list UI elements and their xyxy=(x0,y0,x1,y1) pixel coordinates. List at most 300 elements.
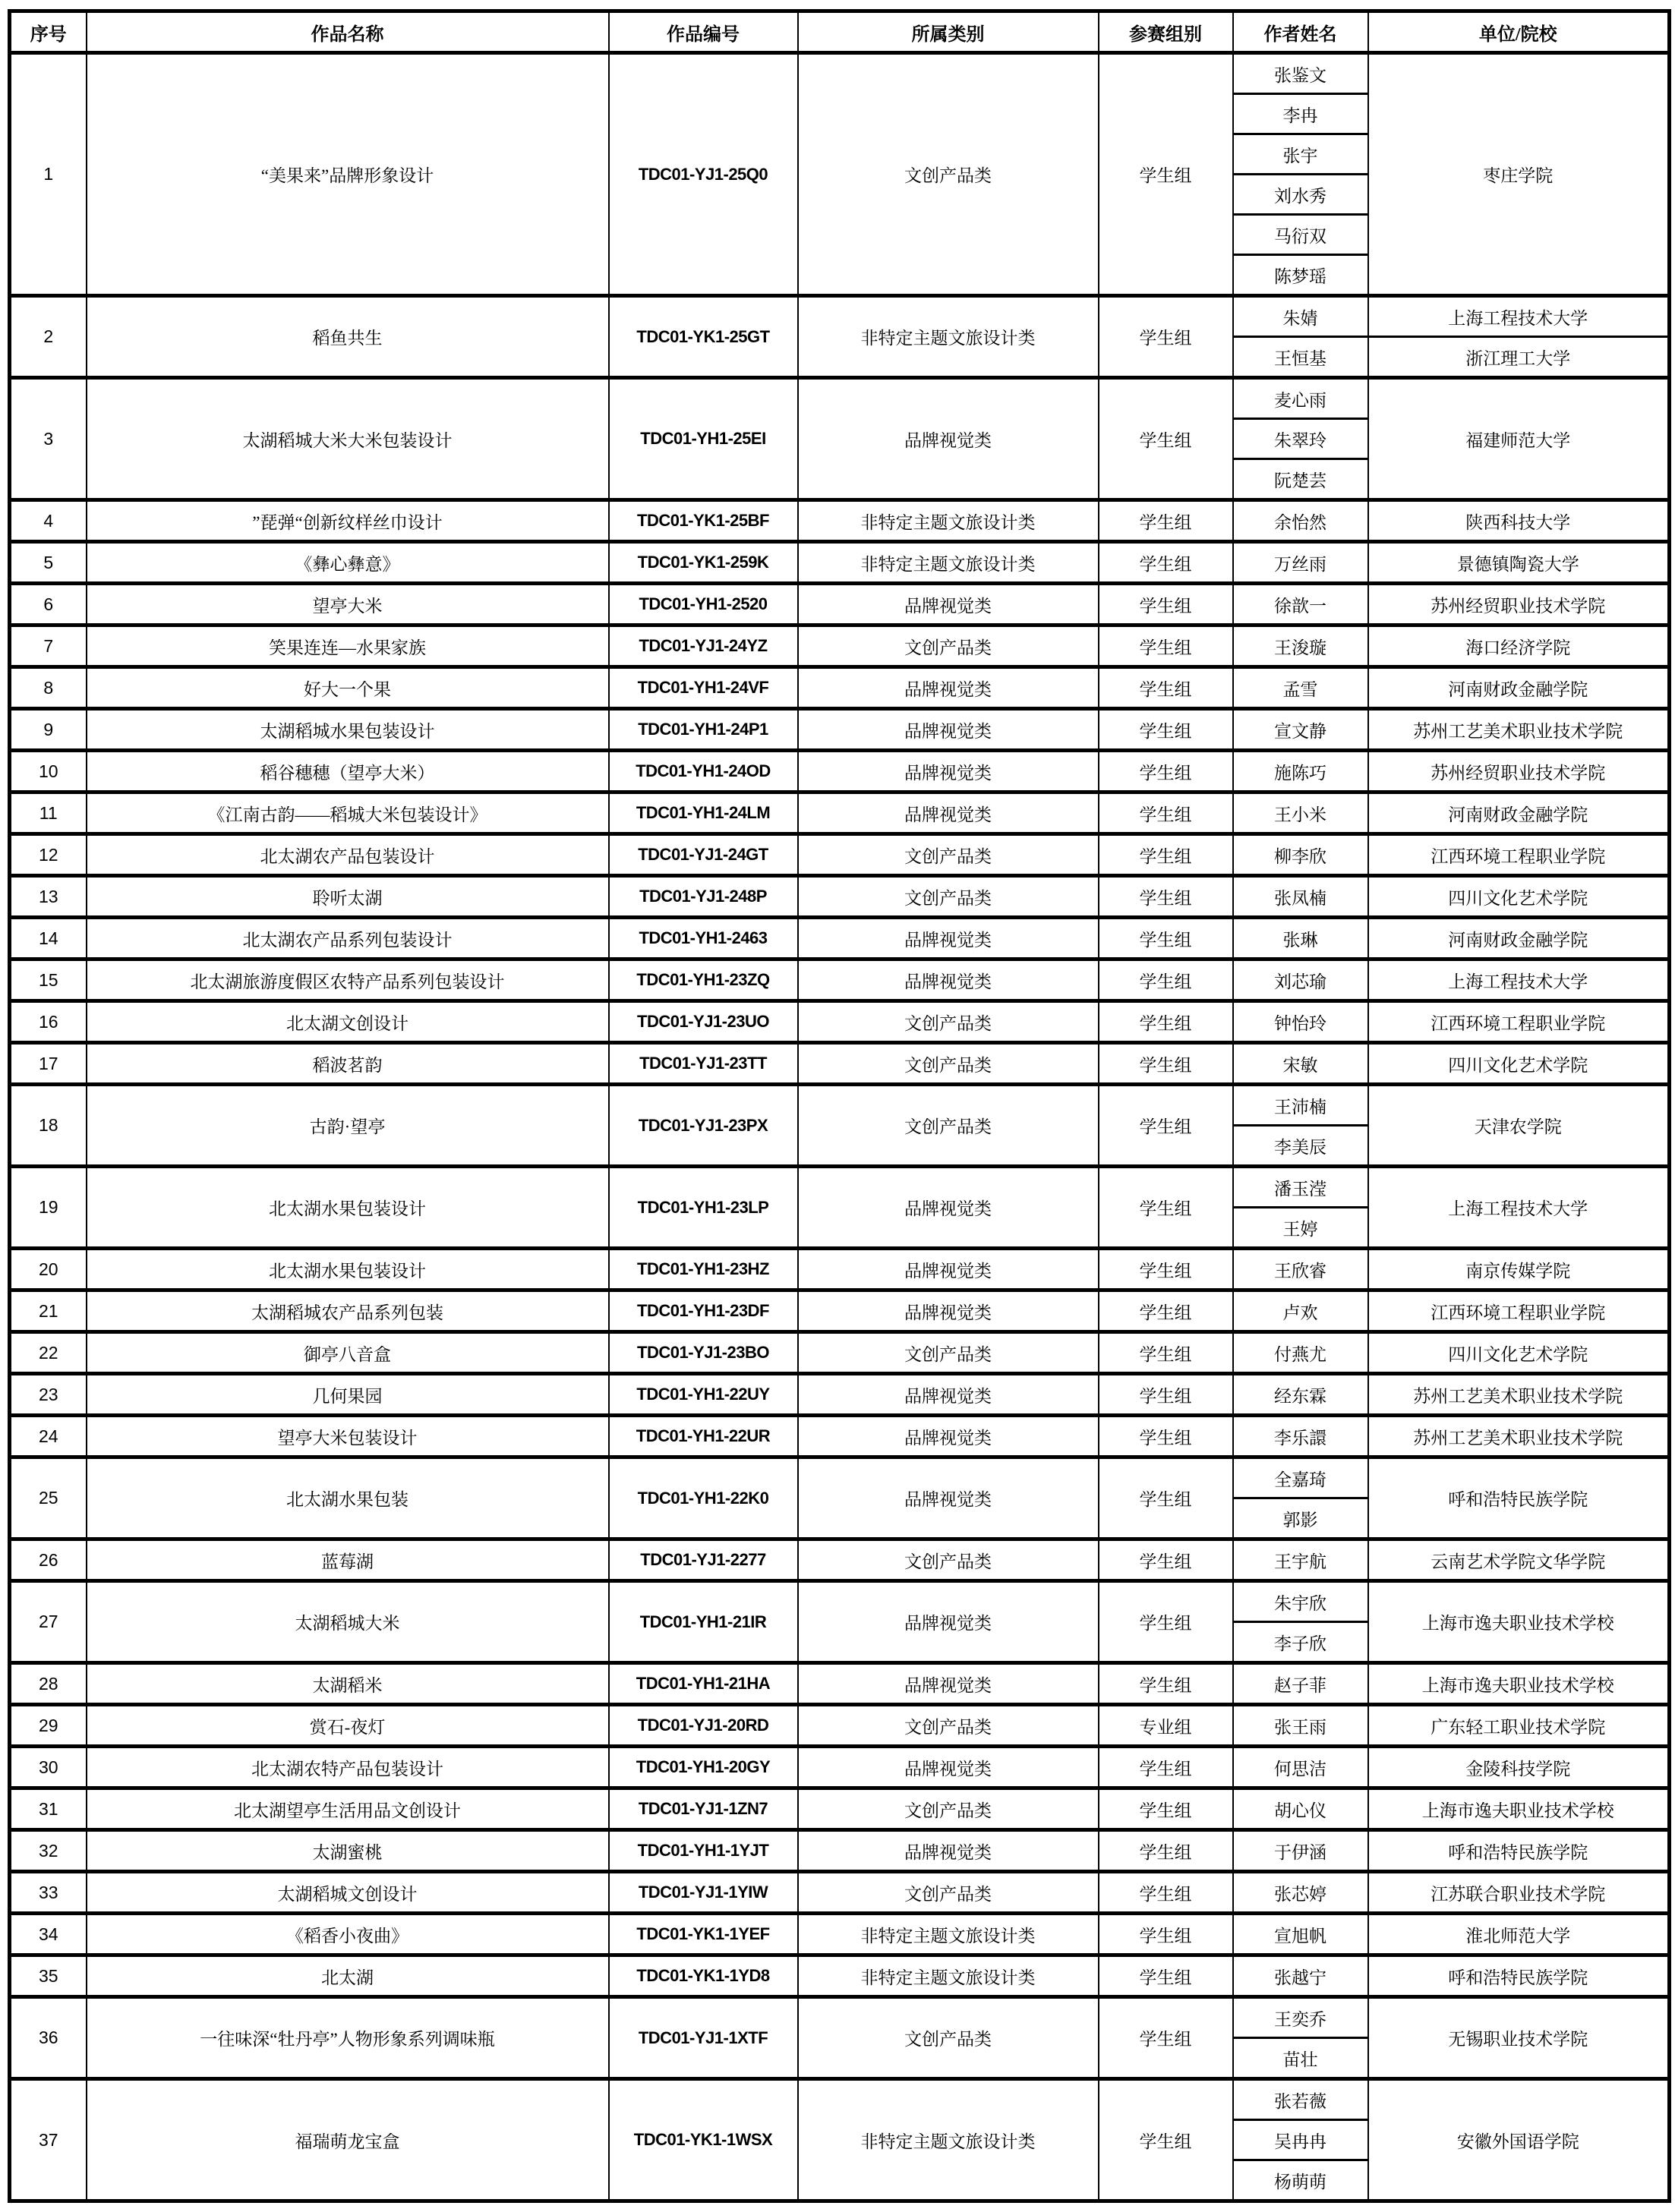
cell-author: 卢欢 xyxy=(1233,1290,1368,1332)
cell-author: 李美辰 xyxy=(1233,1126,1368,1167)
cell-group: 学生组 xyxy=(1099,1747,1233,1788)
cell-no: 37 xyxy=(10,2079,87,2201)
cell-title: “美果来”品牌形象设计 xyxy=(87,53,609,296)
cell-org: 福建师范大学 xyxy=(1368,378,1670,500)
cell-author: 何思洁 xyxy=(1233,1747,1368,1788)
cell-code: TDC01-YH1-24P1 xyxy=(609,709,798,751)
cell-group: 学生组 xyxy=(1099,1167,1233,1249)
cell-author: 刘水秀 xyxy=(1233,175,1368,215)
cell-org: 江西环境工程职业学院 xyxy=(1368,834,1670,876)
table-row xyxy=(10,1001,1670,1043)
cell-org: 苏州经贸职业技术学院 xyxy=(1368,751,1670,792)
cell-category: 文创产品类 xyxy=(798,1539,1099,1581)
cell-group: 学生组 xyxy=(1099,876,1233,918)
cell-category: 文创产品类 xyxy=(798,1332,1099,1374)
cell-group: 学生组 xyxy=(1099,918,1233,959)
cell-author: 张琳 xyxy=(1233,918,1368,959)
cell-no: 1 xyxy=(10,53,87,296)
cell-author: 经东霖 xyxy=(1233,1374,1368,1416)
cell-title: 望亭大米 xyxy=(87,584,609,625)
cell-no: 23 xyxy=(10,1374,87,1416)
cell-category: 品牌视觉类 xyxy=(798,1457,1099,1539)
table-row xyxy=(10,1788,1670,1830)
cell-author: 余怡然 xyxy=(1233,500,1368,542)
cell-no: 24 xyxy=(10,1416,87,1457)
table-row xyxy=(10,53,1670,94)
cell-author: 柳李欣 xyxy=(1233,834,1368,876)
cell-category: 文创产品类 xyxy=(798,1043,1099,1085)
cell-group: 学生组 xyxy=(1099,959,1233,1001)
cell-author: 阮楚芸 xyxy=(1233,459,1368,500)
cell-author: 刘芯瑜 xyxy=(1233,959,1368,1001)
cell-code: TDC01-YH1-24OD xyxy=(609,751,798,792)
table-row xyxy=(10,1830,1670,1872)
cell-no: 9 xyxy=(10,709,87,751)
cell-author: 王奕乔 xyxy=(1233,1997,1368,2038)
cell-no: 30 xyxy=(10,1747,87,1788)
cell-title: 聆听太湖 xyxy=(87,876,609,918)
cell-group: 学生组 xyxy=(1099,1249,1233,1290)
cell-no: 8 xyxy=(10,667,87,709)
cell-code: TDC01-YJ1-24YZ xyxy=(609,625,798,667)
table-row xyxy=(10,1955,1670,1997)
table-row xyxy=(10,1085,1670,1126)
cell-title: 太湖稻城水果包装设计 xyxy=(87,709,609,751)
cell-no: 29 xyxy=(10,1705,87,1747)
cell-author: 宋敏 xyxy=(1233,1043,1368,1085)
cell-code: TDC01-YH1-22UY xyxy=(609,1374,798,1416)
cell-category: 品牌视觉类 xyxy=(798,1167,1099,1249)
cell-no: 31 xyxy=(10,1788,87,1830)
cell-org: 南京传媒学院 xyxy=(1368,1249,1670,1290)
header-row xyxy=(10,11,1670,53)
cell-code: TDC01-YJ1-248P xyxy=(609,876,798,918)
cell-title: ”琵弹“创新纹样丝巾设计 xyxy=(87,500,609,542)
cell-title: 北太湖旅游度假区农特产品系列包装设计 xyxy=(87,959,609,1001)
cell-group: 学生组 xyxy=(1099,667,1233,709)
cell-no: 21 xyxy=(10,1290,87,1332)
cell-no: 28 xyxy=(10,1663,87,1705)
cell-author: 李子欣 xyxy=(1233,1622,1368,1663)
cell-author: 王浚璇 xyxy=(1233,625,1368,667)
cell-org: 无锡职业技术学院 xyxy=(1368,1997,1670,2079)
cell-title: 北太湖水果包装设计 xyxy=(87,1167,609,1249)
cell-category: 品牌视觉类 xyxy=(798,1830,1099,1872)
cell-code: TDC01-YH1-2463 xyxy=(609,918,798,959)
cell-title: 北太湖望亭生活用品文创设计 xyxy=(87,1788,609,1830)
cell-org: 江西环境工程职业学院 xyxy=(1368,1001,1670,1043)
cell-category: 文创产品类 xyxy=(798,1085,1099,1167)
cell-category: 品牌视觉类 xyxy=(798,1581,1099,1663)
cell-no: 6 xyxy=(10,584,87,625)
cell-no: 33 xyxy=(10,1872,87,1914)
cell-author: 王沛楠 xyxy=(1233,1085,1368,1126)
cell-author: 郭影 xyxy=(1233,1498,1368,1539)
cell-author: 孟雪 xyxy=(1233,667,1368,709)
cell-title: 北太湖农特产品包装设计 xyxy=(87,1747,609,1788)
cell-category: 文创产品类 xyxy=(798,1872,1099,1914)
cell-category: 文创产品类 xyxy=(798,1997,1099,2079)
cell-org: 上海工程技术大学 xyxy=(1368,1167,1670,1249)
cell-category: 品牌视觉类 xyxy=(798,959,1099,1001)
cell-group: 专业组 xyxy=(1099,1705,1233,1747)
cell-title: 太湖稻城文创设计 xyxy=(87,1872,609,1914)
cell-title: 好大一个果 xyxy=(87,667,609,709)
cell-group: 学生组 xyxy=(1099,2079,1233,2201)
cell-no: 18 xyxy=(10,1085,87,1167)
cell-code: TDC01-YJ1-1ZN7 xyxy=(609,1788,798,1830)
cell-code: TDC01-YJ1-20RD xyxy=(609,1705,798,1747)
cell-org: 上海市逸夫职业技术学校 xyxy=(1368,1788,1670,1830)
cell-category: 非特定主题文旅设计类 xyxy=(798,2079,1099,2201)
cell-no: 14 xyxy=(10,918,87,959)
table-row xyxy=(10,378,1670,419)
cell-group: 学生组 xyxy=(1099,1001,1233,1043)
cell-code: TDC01-YK1-1YEF xyxy=(609,1914,798,1955)
cell-author: 王小米 xyxy=(1233,792,1368,834)
cell-org: 上海市逸夫职业技术学校 xyxy=(1368,1581,1670,1663)
cell-category: 文创产品类 xyxy=(798,876,1099,918)
cell-author: 陈梦瑶 xyxy=(1233,255,1368,296)
cell-code: TDC01-YH1-23DF xyxy=(609,1290,798,1332)
cell-org: 陕西科技大学 xyxy=(1368,500,1670,542)
table-row xyxy=(10,1249,1670,1290)
cell-org: 苏州工艺美术职业技术学院 xyxy=(1368,709,1670,751)
cell-no: 19 xyxy=(10,1167,87,1249)
cell-category: 文创产品类 xyxy=(798,1788,1099,1830)
cell-title: 望亭大米包装设计 xyxy=(87,1416,609,1457)
table-row xyxy=(10,584,1670,625)
cell-org: 四川文化艺术学院 xyxy=(1368,1332,1670,1374)
cell-title: 北太湖农产品系列包装设计 xyxy=(87,918,609,959)
cell-category: 文创产品类 xyxy=(798,1705,1099,1747)
cell-org: 金陵科技学院 xyxy=(1368,1747,1670,1788)
table-row xyxy=(10,1167,1670,1208)
cell-org: 景德镇陶瓷大学 xyxy=(1368,542,1670,584)
cell-category: 品牌视觉类 xyxy=(798,792,1099,834)
table-row xyxy=(10,1332,1670,1374)
table-row xyxy=(10,959,1670,1001)
cell-no: 26 xyxy=(10,1539,87,1581)
cell-author: 徐歆一 xyxy=(1233,584,1368,625)
table-row xyxy=(10,542,1670,584)
table-row xyxy=(10,709,1670,751)
cell-title: 太湖稻城大米 xyxy=(87,1581,609,1663)
cell-code: TDC01-YH1-1YJT xyxy=(609,1830,798,1872)
cell-category: 品牌视觉类 xyxy=(798,1663,1099,1705)
cell-author: 潘玉滢 xyxy=(1233,1167,1368,1208)
cell-author: 朱翠玲 xyxy=(1233,419,1368,459)
cell-group: 学生组 xyxy=(1099,1043,1233,1085)
cell-author: 宣旭帆 xyxy=(1233,1914,1368,1955)
cell-org: 海口经济学院 xyxy=(1368,625,1670,667)
header-title: 作品名称 xyxy=(87,11,609,53)
cell-code: TDC01-YH1-25EI xyxy=(609,378,798,500)
cell-org: 苏州工艺美术职业技术学院 xyxy=(1368,1374,1670,1416)
cell-title: 太湖蜜桃 xyxy=(87,1830,609,1872)
cell-code: TDC01-YH1-22UR xyxy=(609,1416,798,1457)
cell-author: 张越宁 xyxy=(1233,1955,1368,1997)
table-row xyxy=(10,834,1670,876)
cell-category: 非特定主题文旅设计类 xyxy=(798,1914,1099,1955)
cell-group: 学生组 xyxy=(1099,1955,1233,1997)
table-row xyxy=(10,1872,1670,1914)
cell-title: 笑果连连—水果家族 xyxy=(87,625,609,667)
cell-category: 品牌视觉类 xyxy=(798,378,1099,500)
cell-no: 11 xyxy=(10,792,87,834)
cell-author: 万丝雨 xyxy=(1233,542,1368,584)
cell-no: 4 xyxy=(10,500,87,542)
cell-group: 学生组 xyxy=(1099,1416,1233,1457)
cell-org: 呼和浩特民族学院 xyxy=(1368,1955,1670,1997)
cell-title: 《稻香小夜曲》 xyxy=(87,1914,609,1955)
cell-category: 品牌视觉类 xyxy=(798,918,1099,959)
cell-title: 《彝心彝意》 xyxy=(87,542,609,584)
cell-category: 非特定主题文旅设计类 xyxy=(798,542,1099,584)
cell-org: 云南艺术学院文华学院 xyxy=(1368,1539,1670,1581)
cell-code: TDC01-YH1-23HZ xyxy=(609,1249,798,1290)
cell-org: 上海工程技术大学 xyxy=(1368,959,1670,1001)
cell-org: 河南财政金融学院 xyxy=(1368,792,1670,834)
cell-group: 学生组 xyxy=(1099,1457,1233,1539)
cell-no: 27 xyxy=(10,1581,87,1663)
cell-group: 学生组 xyxy=(1099,378,1233,500)
cell-code: TDC01-YK1-259K xyxy=(609,542,798,584)
table-row xyxy=(10,667,1670,709)
table-row xyxy=(10,876,1670,918)
cell-category: 非特定主题文旅设计类 xyxy=(798,500,1099,542)
cell-author: 麦心雨 xyxy=(1233,378,1368,419)
cell-group: 学生组 xyxy=(1099,1085,1233,1167)
cell-no: 20 xyxy=(10,1249,87,1290)
cell-no: 34 xyxy=(10,1914,87,1955)
cell-category: 文创产品类 xyxy=(798,834,1099,876)
cell-author: 张凤楠 xyxy=(1233,876,1368,918)
cell-author: 李乐譞 xyxy=(1233,1416,1368,1457)
cell-group: 学生组 xyxy=(1099,1914,1233,1955)
cell-author: 张宇 xyxy=(1233,134,1368,175)
cell-author: 于伊涵 xyxy=(1233,1830,1368,1872)
table-body xyxy=(10,53,1670,2201)
cell-author: 马衍双 xyxy=(1233,215,1368,255)
cell-org: 呼和浩特民族学院 xyxy=(1368,1830,1670,1872)
cell-title: 赏石-夜灯 xyxy=(87,1705,609,1747)
cell-code: TDC01-YJ1-2277 xyxy=(609,1539,798,1581)
table-row xyxy=(10,1914,1670,1955)
cell-org: 天津农学院 xyxy=(1368,1085,1670,1167)
cell-no: 25 xyxy=(10,1457,87,1539)
cell-org: 江西环境工程职业学院 xyxy=(1368,1290,1670,1332)
cell-author: 赵子菲 xyxy=(1233,1663,1368,1705)
header-category: 所属类别 xyxy=(798,11,1099,53)
cell-title: 太湖稻城大米大米包装设计 xyxy=(87,378,609,500)
cell-category: 品牌视觉类 xyxy=(798,667,1099,709)
cell-group: 学生组 xyxy=(1099,1872,1233,1914)
cell-category: 文创产品类 xyxy=(798,625,1099,667)
cell-code: TDC01-YH1-21IR xyxy=(609,1581,798,1663)
cell-no: 17 xyxy=(10,1043,87,1085)
cell-title: 北太湖水果包装设计 xyxy=(87,1249,609,1290)
cell-group: 学生组 xyxy=(1099,1539,1233,1581)
cell-group: 学生组 xyxy=(1099,834,1233,876)
cell-group: 学生组 xyxy=(1099,542,1233,584)
cell-author: 李冉 xyxy=(1233,94,1368,134)
cell-author: 钟怡玲 xyxy=(1233,1001,1368,1043)
cell-author: 张鉴文 xyxy=(1233,53,1368,94)
cell-code: TDC01-YK1-1YD8 xyxy=(609,1955,798,1997)
table-row xyxy=(10,296,1670,337)
cell-no: 32 xyxy=(10,1830,87,1872)
cell-group: 学生组 xyxy=(1099,53,1233,296)
cell-author: 杨萌萌 xyxy=(1233,2160,1368,2201)
cell-no: 7 xyxy=(10,625,87,667)
table-row xyxy=(10,792,1670,834)
cell-code: TDC01-YJ1-25Q0 xyxy=(609,53,798,296)
cell-author: 王宇航 xyxy=(1233,1539,1368,1581)
cell-category: 文创产品类 xyxy=(798,53,1099,296)
cell-code: TDC01-YH1-23ZQ xyxy=(609,959,798,1001)
cell-author: 朱婧 xyxy=(1233,296,1368,337)
cell-org: 河南财政金融学院 xyxy=(1368,918,1670,959)
cell-author: 王欣睿 xyxy=(1233,1249,1368,1290)
cell-group: 学生组 xyxy=(1099,500,1233,542)
cell-author: 王恒基 xyxy=(1233,337,1368,378)
cell-group: 学生组 xyxy=(1099,1290,1233,1332)
cell-org: 江苏联合职业技术学院 xyxy=(1368,1872,1670,1914)
cell-no: 2 xyxy=(10,296,87,378)
cell-category: 品牌视觉类 xyxy=(798,584,1099,625)
cell-category: 品牌视觉类 xyxy=(798,1249,1099,1290)
cell-no: 15 xyxy=(10,959,87,1001)
cell-author: 宣文静 xyxy=(1233,709,1368,751)
cell-group: 学生组 xyxy=(1099,751,1233,792)
cell-no: 35 xyxy=(10,1955,87,1997)
cell-no: 16 xyxy=(10,1001,87,1043)
cell-title: 太湖稻米 xyxy=(87,1663,609,1705)
cell-group: 学生组 xyxy=(1099,709,1233,751)
cell-category: 品牌视觉类 xyxy=(798,1747,1099,1788)
cell-code: TDC01-YH1-22K0 xyxy=(609,1457,798,1539)
cell-author: 付燕尤 xyxy=(1233,1332,1368,1374)
cell-org: 上海工程技术大学 xyxy=(1368,296,1670,337)
table-row xyxy=(10,1043,1670,1085)
cell-org: 四川文化艺术学院 xyxy=(1368,1043,1670,1085)
cell-code: TDC01-YH1-23LP xyxy=(609,1167,798,1249)
cell-title: 北太湖文创设计 xyxy=(87,1001,609,1043)
cell-no: 10 xyxy=(10,751,87,792)
cell-org: 苏州经贸职业技术学院 xyxy=(1368,584,1670,625)
table-row xyxy=(10,1457,1670,1498)
cell-code: TDC01-YJ1-23PX xyxy=(609,1085,798,1167)
cell-group: 学生组 xyxy=(1099,792,1233,834)
cell-code: TDC01-YJ1-1XTF xyxy=(609,1997,798,2079)
cell-group: 学生组 xyxy=(1099,584,1233,625)
cell-author: 吴冉冉 xyxy=(1233,2120,1368,2160)
cell-code: TDC01-YJ1-23UO xyxy=(609,1001,798,1043)
cell-no: 3 xyxy=(10,378,87,500)
cell-org: 苏州工艺美术职业技术学院 xyxy=(1368,1416,1670,1457)
cell-author: 胡心仪 xyxy=(1233,1788,1368,1830)
cell-org: 浙江理工大学 xyxy=(1368,337,1670,378)
cell-title: 御亭八音盒 xyxy=(87,1332,609,1374)
cell-category: 品牌视觉类 xyxy=(798,709,1099,751)
table-header xyxy=(10,11,1670,53)
cell-author: 施陈巧 xyxy=(1233,751,1368,792)
cell-category: 非特定主题文旅设计类 xyxy=(798,296,1099,378)
cell-title: 《江南古韵——稻城大米包装设计》 xyxy=(87,792,609,834)
cell-group: 学生组 xyxy=(1099,625,1233,667)
cell-no: 12 xyxy=(10,834,87,876)
cell-org: 呼和浩特民族学院 xyxy=(1368,1457,1670,1539)
table-row xyxy=(10,1747,1670,1788)
cell-group: 学生组 xyxy=(1099,1997,1233,2079)
cell-author: 张芯婷 xyxy=(1233,1872,1368,1914)
cell-title: 北太湖 xyxy=(87,1955,609,1997)
cell-code: TDC01-YJ1-24GT xyxy=(609,834,798,876)
cell-no: 22 xyxy=(10,1332,87,1374)
cell-category: 品牌视觉类 xyxy=(798,751,1099,792)
cell-category: 品牌视觉类 xyxy=(798,1374,1099,1416)
cell-code: TDC01-YK1-25BF xyxy=(609,500,798,542)
cell-no: 36 xyxy=(10,1997,87,2079)
cell-title: 蓝莓湖 xyxy=(87,1539,609,1581)
table-row xyxy=(10,1539,1670,1581)
table-row xyxy=(10,1581,1670,1622)
cell-group: 学生组 xyxy=(1099,1332,1233,1374)
cell-group: 学生组 xyxy=(1099,296,1233,378)
cell-author: 张若薇 xyxy=(1233,2079,1368,2120)
cell-title: 一往味深“牡丹亭”人物形象系列调味瓶 xyxy=(87,1997,609,2079)
cell-code: TDC01-YH1-2520 xyxy=(609,584,798,625)
cell-title: 稻鱼共生 xyxy=(87,296,609,378)
table-row xyxy=(10,2079,1670,2120)
cell-code: TDC01-YH1-24LM xyxy=(609,792,798,834)
cell-org: 河南财政金融学院 xyxy=(1368,667,1670,709)
cell-title: 太湖稻城农产品系列包装 xyxy=(87,1290,609,1332)
table-row xyxy=(10,1290,1670,1332)
cell-category: 品牌视觉类 xyxy=(798,1290,1099,1332)
header-group: 参赛组别 xyxy=(1099,11,1233,53)
cell-title: 古韵·望亭 xyxy=(87,1085,609,1167)
table-row xyxy=(10,918,1670,959)
table-row xyxy=(10,625,1670,667)
cell-category: 品牌视觉类 xyxy=(798,1416,1099,1457)
cell-group: 学生组 xyxy=(1099,1374,1233,1416)
cell-org: 淮北师范大学 xyxy=(1368,1914,1670,1955)
cell-title: 几何果园 xyxy=(87,1374,609,1416)
cell-author: 朱宇欣 xyxy=(1233,1581,1368,1622)
cell-category: 文创产品类 xyxy=(798,1001,1099,1043)
table-row xyxy=(10,500,1670,542)
results-table xyxy=(8,9,1671,2203)
cell-group: 学生组 xyxy=(1099,1788,1233,1830)
table-row xyxy=(10,1705,1670,1747)
table-row xyxy=(10,1374,1670,1416)
cell-group: 学生组 xyxy=(1099,1663,1233,1705)
cell-no: 13 xyxy=(10,876,87,918)
cell-group: 学生组 xyxy=(1099,1830,1233,1872)
cell-code: TDC01-YH1-20GY xyxy=(609,1747,798,1788)
cell-code: TDC01-YH1-21HA xyxy=(609,1663,798,1705)
cell-author: 全嘉琦 xyxy=(1233,1457,1368,1498)
cell-code: TDC01-YJ1-23TT xyxy=(609,1043,798,1085)
cell-org: 安徽外国语学院 xyxy=(1368,2079,1670,2201)
table-row xyxy=(10,1997,1670,2038)
cell-author: 张王雨 xyxy=(1233,1705,1368,1747)
cell-group: 学生组 xyxy=(1099,1581,1233,1663)
table-row xyxy=(10,1416,1670,1457)
header-org: 单位/院校 xyxy=(1368,11,1670,53)
